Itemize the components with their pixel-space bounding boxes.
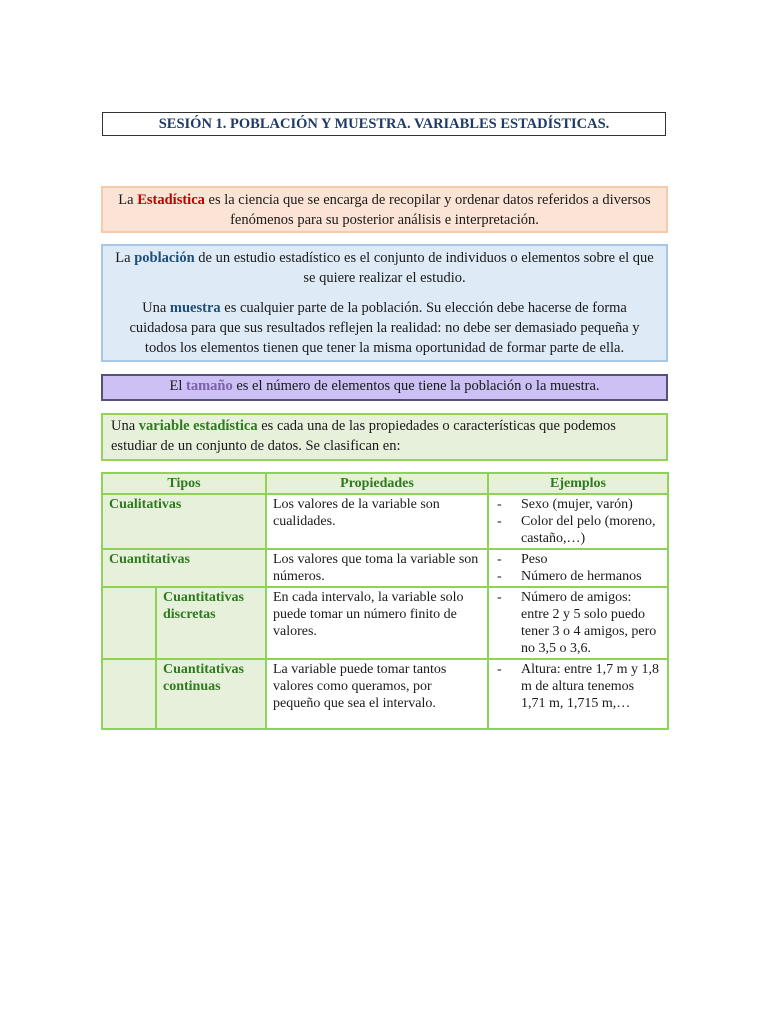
muestra-definition xyxy=(113,298,656,358)
table-row-continuas xyxy=(102,659,668,729)
muestra-pre: Una xyxy=(142,300,170,316)
example-item: - Color del pelo (moreno, castaño,…) xyxy=(497,514,656,546)
poblacion-definition xyxy=(113,248,656,288)
examples-continuas xyxy=(488,659,668,729)
label-cualitativas: Cualitativas xyxy=(102,494,266,549)
label-discretas: Cuantitativas discretas xyxy=(156,587,266,659)
example-item: - Número de hermanos xyxy=(497,569,642,584)
table-row-cualitativas xyxy=(102,494,668,549)
examples-cuantitativas xyxy=(488,549,668,587)
estadistica-pre: La xyxy=(118,192,138,208)
example-item: - Sexo (mujer, varón) xyxy=(497,497,633,512)
variable-term: variable estadística xyxy=(138,418,258,434)
estadistica-term: Estadística xyxy=(137,192,205,208)
prop-discretas: En cada intervalo, la variable solo puede tomar un número finito de valores. xyxy=(266,587,488,659)
example-item: - Altura: entre 1,7 m y 1,8 m de altura tenemos 1,71 m, 1,715 m,… xyxy=(497,662,660,711)
variable-definition-box xyxy=(101,413,668,461)
tamano-text: es el número de elementos que tiene la población o la muestra. xyxy=(232,378,600,394)
label-cuantitativas: Cuantitativas xyxy=(102,549,266,587)
poblacion-text: de un estudio estadístico es el conjunto de individuos o elementos sobre el que se quiere realizar el estudio. xyxy=(194,250,654,286)
examples-cualitativas xyxy=(488,494,668,549)
variable-types-table xyxy=(101,472,669,730)
muestra-text: es cualquier parte de la población. Su elección debe hacerse de forma cuidadosa para que sus resultados reflejen la realidad: no debe ser demasiado pequeña y todos los elementos tienen que tener la misma oportunidad de formar parte de ella. xyxy=(129,300,640,356)
header-ejemplos: Ejemplos xyxy=(488,473,668,494)
prop-cualitativas: Los valores de la variable son cualidades. xyxy=(266,494,488,549)
header-propiedades: Propiedades xyxy=(266,473,488,494)
label-continuas: Cuantitativas continuas xyxy=(156,659,266,729)
poblacion-term: población xyxy=(134,250,195,266)
variable-pre: Una xyxy=(111,418,139,434)
estadistica-definition-box xyxy=(101,186,668,233)
header-tipos: Tipos xyxy=(102,473,266,494)
example-item: - Número de amigos: entre 2 y 5 solo puedo tener 3 o 4 amigos, pero no 3,5 o 3,6. xyxy=(497,590,657,656)
page-title: SESIÓN 1. POBLACIÓN Y MUESTRA. VARIABLES ESTADÍSTICAS. xyxy=(102,112,666,136)
poblacion-muestra-box xyxy=(101,244,668,362)
poblacion-pre: La xyxy=(115,250,135,266)
table-row-cuantitativas xyxy=(102,549,668,587)
tamano-definition-box xyxy=(101,374,668,401)
prop-cuantitativas: Los valores que toma la variable son números. xyxy=(266,549,488,587)
tamano-term: tamaño xyxy=(185,378,233,394)
examples-discretas xyxy=(488,587,668,659)
variable-text: es cada una de las propiedades o características que podemos estudiar de un conjunto de datos. Se clasifican en: xyxy=(111,418,616,454)
estadistica-text: es la ciencia que se encarga de recopilar y ordenar datos referidos a diversos fenómenos para su posterior análisis e interpretación. xyxy=(204,192,651,228)
indent-cell xyxy=(102,659,156,729)
indent-cell xyxy=(102,587,156,659)
table-row-discretas xyxy=(102,587,668,659)
tamano-pre: El xyxy=(169,378,186,394)
prop-continuas: La variable puede tomar tantos valores como queramos, por pequeño que sea el intervalo. xyxy=(266,659,488,729)
muestra-term: muestra xyxy=(169,300,221,316)
table-header-row xyxy=(102,473,668,494)
example-item: - Peso xyxy=(497,552,548,567)
